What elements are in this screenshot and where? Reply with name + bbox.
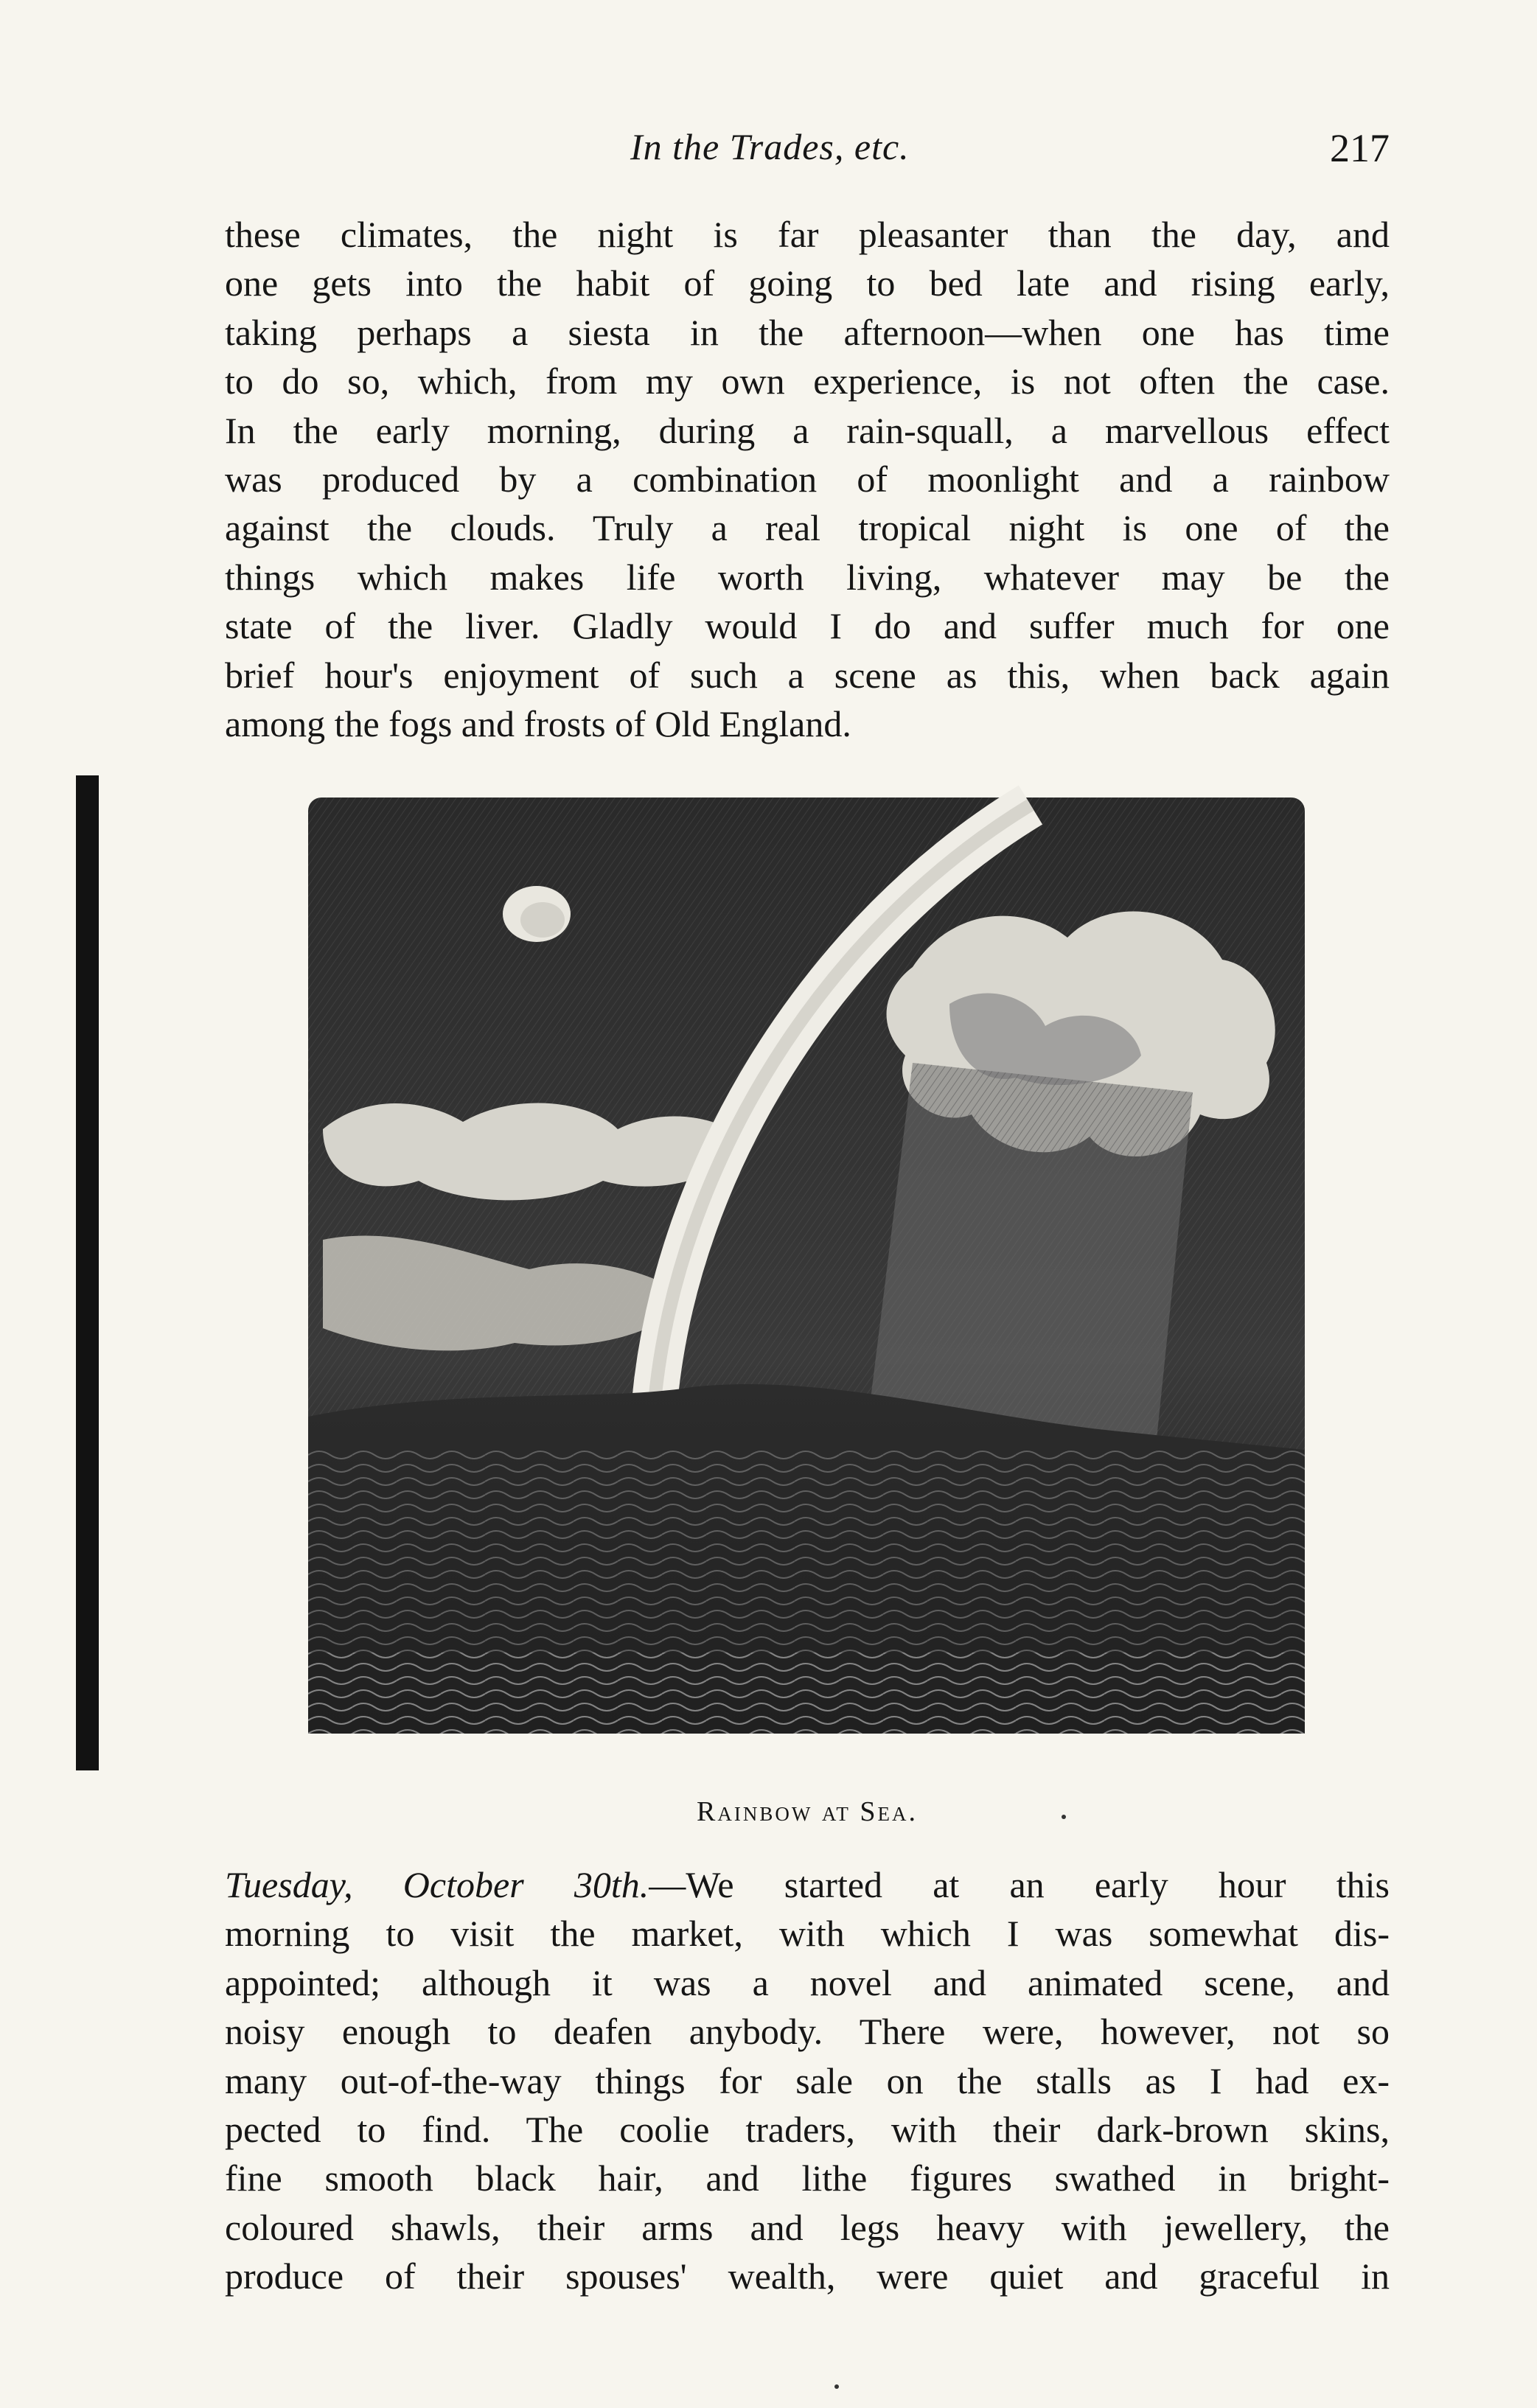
paragraph-2 — [225, 1860, 1390, 2301]
running-head — [225, 125, 1390, 177]
text-line: one gets into the habit of going to bed late and rising early, — [225, 262, 1390, 304]
text-fragment: —We started at an early hour this — [649, 1864, 1390, 1905]
text-line: produce of their spouses' wealth, were quiet and graceful in — [225, 2255, 1390, 2297]
paragraph-1 — [225, 210, 1390, 748]
text-line: many out-of-the-way things for sale on the stalls as I had ex- — [225, 2059, 1390, 2101]
text-line — [225, 1860, 1390, 1909]
engraving-rainbow-at-sea — [308, 783, 1305, 1748]
text-line: these climates, the night is far pleasanter than the day, and — [225, 214, 1390, 255]
text-line: morning to visit the market, with which I was somewhat dis- — [225, 1913, 1390, 1955]
text-line: fine smooth black hair, and lithe figures swathed in bright- — [225, 2157, 1390, 2199]
engraving-illustration — [308, 783, 1305, 1748]
print-speck — [1062, 1815, 1066, 1819]
text-line: among the fogs and frosts of Old England. — [225, 703, 851, 745]
text-line: against the clouds. Truly a real tropical night is one of the — [225, 507, 1390, 549]
page-number: 217 — [1330, 126, 1390, 170]
text-line: to do so, which, from my own experience, is not often the case. — [225, 360, 1390, 402]
text-line: coloured shawls, their arms and legs heavy with jewellery, the — [225, 2206, 1390, 2248]
text-line: pected to find. The coolie traders, with their dark-brown skins, — [225, 2109, 1390, 2151]
text-line: state of the liver. Gladly would I do and suffer much for one — [225, 605, 1390, 647]
text-line: appointed; although it was a novel and animated scene, and — [225, 1961, 1390, 2003]
figure-caption: Rainbow at Sea. — [697, 1796, 918, 1827]
text-line: was produced by a combination of moonlight and a rainbow — [225, 458, 1390, 500]
running-title: In the Trades, etc. — [630, 126, 910, 167]
print-speck — [834, 2384, 839, 2389]
text-line: brief hour's enjoyment of such a scene as this, when back again — [225, 654, 1390, 696]
entry-date: Tuesday, October 30th. — [225, 1864, 649, 1905]
text-line: noisy enough to deafen anybody. There were, however, not so — [225, 2011, 1390, 2053]
text-line: things which makes life worth living, whatever may be the — [225, 556, 1390, 598]
margin-scan-bar — [76, 775, 99, 1770]
text-line: In the early morning, during a rain-squall, a marvellous effect — [225, 409, 1390, 451]
text-line: taking perhaps a siesta in the afternoon—when one has time — [225, 311, 1390, 353]
